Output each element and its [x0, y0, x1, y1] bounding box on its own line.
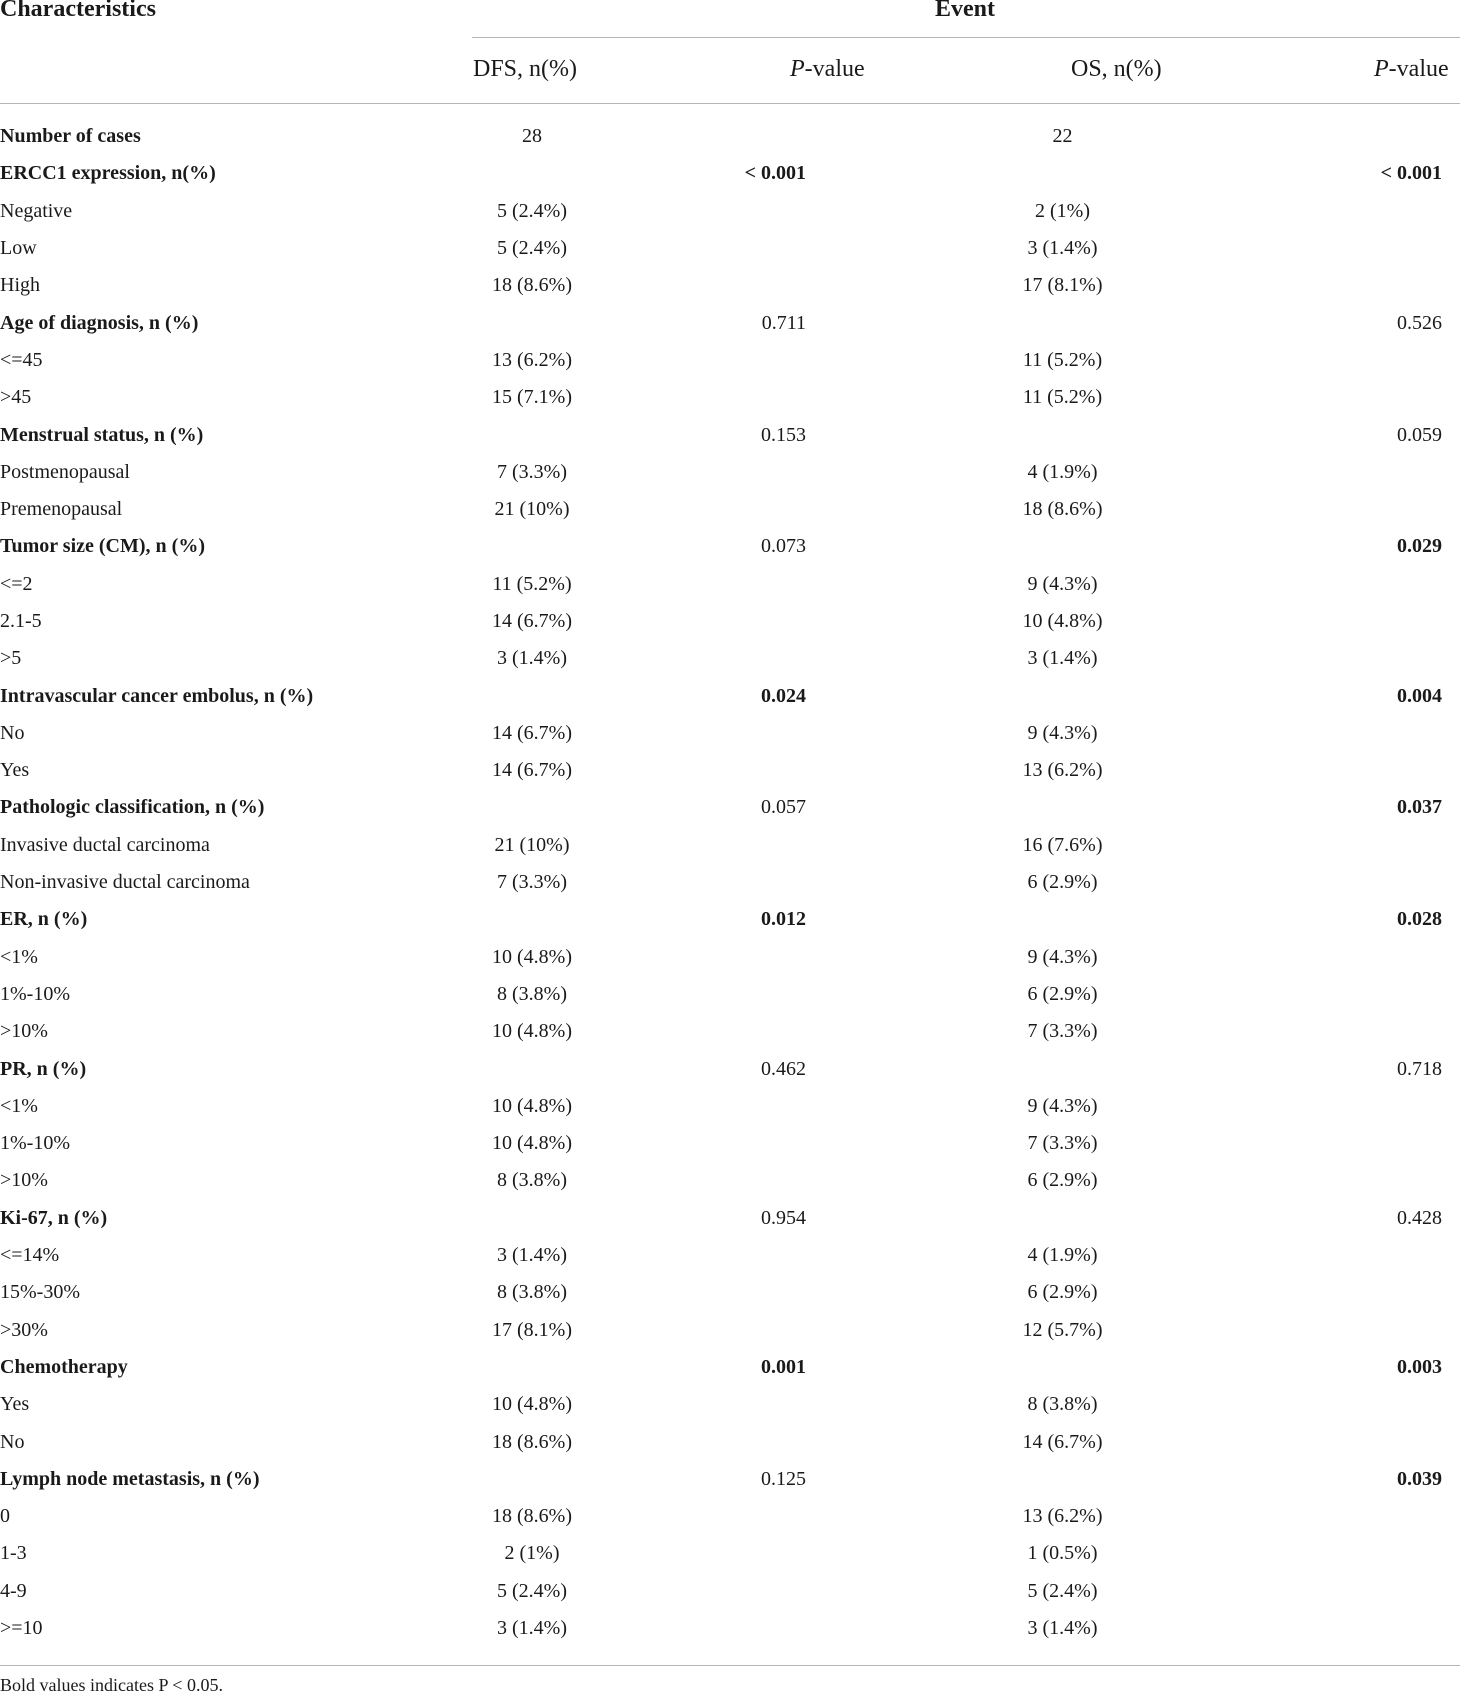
os-pvalue [1189, 1386, 1460, 1423]
table-group-row [0, 304, 1460, 341]
row-label: Low [0, 237, 37, 260]
table-row [0, 379, 1460, 416]
dfs-value [400, 789, 664, 826]
dfs-pvalue [664, 1573, 936, 1610]
os-value [936, 1050, 1189, 1087]
dfs-header: DFS, n(%) [473, 56, 578, 82]
dfs-value: 28 [522, 125, 542, 148]
table-header-row-2 [0, 48, 1460, 88]
dfs-value: 18 (8.6%) [492, 274, 572, 297]
os-value [936, 789, 1189, 826]
row-label: 0 [0, 1505, 10, 1528]
table-header-row-1 [0, 0, 1460, 30]
dfs-pvalue: 0.711 [761, 311, 806, 334]
characteristics-header: Characteristics [0, 0, 156, 22]
event-header: Event [935, 0, 995, 22]
table-row [0, 1237, 1460, 1274]
row-label: >45 [0, 386, 32, 409]
os-value: 5 (2.4%) [1027, 1579, 1098, 1602]
table-row [0, 1125, 1460, 1162]
row-label: ERCC1 expression, n(%) [0, 162, 216, 185]
table-row [0, 1088, 1460, 1125]
dfs-pvalue [664, 640, 936, 677]
os-pvalue: 0.039 [1397, 1467, 1442, 1490]
dfs-value: 7 (3.3%) [497, 460, 567, 483]
dfs-value [400, 1461, 664, 1498]
os-pvalue [1189, 454, 1460, 491]
table-row [0, 827, 1460, 864]
row-label: Menstrual status, n (%) [0, 423, 204, 446]
table-group-row [0, 528, 1460, 565]
footnote: Bold values indicates P < 0.05. [0, 1675, 223, 1695]
os-value: 2 (1%) [1035, 199, 1090, 222]
dfs-value: 21 (10%) [494, 833, 570, 856]
os-value: 6 (2.9%) [1027, 1169, 1098, 1192]
dfs-pvalue [664, 715, 936, 752]
header-rule [0, 103, 1460, 104]
os-value [936, 155, 1189, 192]
dfs-pvalue [664, 603, 936, 640]
os-pvalue [1189, 827, 1460, 864]
bottom-rule [0, 1665, 1460, 1666]
os-value [936, 528, 1189, 565]
dfs-value [400, 677, 664, 714]
dfs-pvalue: 0.125 [761, 1467, 806, 1490]
table-row [0, 1312, 1460, 1349]
dfs-pvalue: 0.057 [761, 796, 806, 819]
os-value: 6 (2.9%) [1027, 871, 1098, 894]
dfs-value [400, 416, 664, 453]
dfs-value: 10 (4.8%) [492, 945, 572, 968]
os-value: 1 (0.5%) [1027, 1542, 1098, 1565]
dfs-value: 7 (3.3%) [497, 871, 567, 894]
os-pvalue: 0.003 [1397, 1355, 1442, 1378]
os-value [936, 1200, 1189, 1237]
os-pvalue: 0.037 [1397, 796, 1442, 819]
row-label: No [0, 721, 25, 744]
os-value: 16 (7.6%) [1022, 833, 1103, 856]
table-row [0, 1013, 1460, 1050]
table-row [0, 752, 1460, 789]
os-value: 6 (2.9%) [1027, 1281, 1098, 1304]
os-pvalue-header [1374, 56, 1449, 83]
dfs-pvalue: 0.001 [761, 1355, 806, 1378]
os-pvalue-header-rest: -value [1388, 56, 1449, 82]
os-value [936, 1461, 1189, 1498]
dfs-value: 10 (4.8%) [492, 1132, 572, 1155]
table-row [0, 1423, 1460, 1460]
row-label: 4-9 [0, 1579, 27, 1602]
os-header: OS, n(%) [1071, 56, 1162, 82]
dfs-pvalue: 0.153 [761, 423, 806, 446]
row-label: >=10 [0, 1617, 43, 1640]
dfs-pvalue [664, 1088, 936, 1125]
row-label: 2.1-5 [0, 610, 42, 632]
dfs-pvalue [664, 1162, 936, 1199]
row-label: Premenopausal [0, 498, 123, 521]
table-row [0, 1573, 1460, 1610]
dfs-pvalue [664, 1312, 936, 1349]
os-pvalue: 0.718 [1397, 1057, 1442, 1080]
os-value: 13 (6.2%) [1022, 759, 1103, 782]
table-row [0, 1610, 1460, 1647]
dfs-pvalue-header-rest: -value [804, 56, 865, 82]
dfs-pvalue [664, 1237, 936, 1274]
dfs-value: 5 (2.4%) [497, 199, 567, 222]
row-label: Negative [0, 199, 73, 222]
table-row [0, 976, 1460, 1013]
os-pvalue: 0.526 [1397, 311, 1442, 334]
table-row [0, 342, 1460, 379]
dfs-pvalue: 0.073 [761, 535, 806, 558]
table-row [0, 603, 1460, 640]
dfs-value [400, 1349, 664, 1386]
table-rows [0, 118, 1460, 1647]
os-value: 9 (4.3%) [1027, 945, 1098, 968]
table-row [0, 230, 1460, 267]
dfs-pvalue [664, 864, 936, 901]
os-pvalue: 0.059 [1397, 423, 1442, 446]
table-row [0, 1498, 1460, 1535]
dfs-value: 11 (5.2%) [492, 572, 572, 595]
row-label: Pathologic classification, n (%) [0, 796, 265, 819]
os-value: 4 (1.9%) [1027, 1244, 1098, 1267]
dfs-pvalue [664, 1274, 936, 1311]
dfs-pvalue [664, 267, 936, 304]
row-label: >30% [0, 1318, 48, 1341]
dfs-pvalue [664, 1610, 936, 1647]
dfs-value [400, 901, 664, 938]
table-row [0, 939, 1460, 976]
os-pvalue [1189, 118, 1460, 155]
table-group-row [0, 1349, 1460, 1386]
os-pvalue [1189, 752, 1460, 789]
row-label: Intravascular cancer embolus, n (%) [0, 684, 314, 707]
table-row [0, 566, 1460, 603]
row-label: Invasive ductal carcinoma [0, 833, 210, 856]
os-value [936, 677, 1189, 714]
table-body [0, 118, 1460, 1647]
table-row [0, 193, 1460, 230]
dfs-value: 3 (1.4%) [497, 647, 567, 670]
table-group-row [0, 789, 1460, 826]
os-pvalue [1189, 1498, 1460, 1535]
row-label: Lymph node metastasis, n (%) [0, 1467, 260, 1490]
os-pvalue [1189, 715, 1460, 752]
os-pvalue [1189, 1274, 1460, 1311]
row-label: PR, n (%) [0, 1057, 87, 1080]
row-label: Yes [0, 1393, 30, 1416]
dfs-pvalue [664, 566, 936, 603]
row-label: Non-invasive ductal carcinoma [0, 871, 250, 894]
dfs-pvalue [664, 491, 936, 528]
os-pvalue [1189, 1088, 1460, 1125]
dfs-value: 2 (1%) [504, 1542, 560, 1565]
os-value: 6 (2.9%) [1027, 982, 1098, 1005]
os-pvalue [1189, 603, 1460, 640]
table-group-row [0, 118, 1460, 155]
row-label: 15%-30% [0, 1281, 80, 1304]
row-label: Tumor size (CM), n (%) [0, 535, 205, 558]
os-pvalue [1189, 230, 1460, 267]
table-row [0, 715, 1460, 752]
row-label: 1-3 [0, 1542, 27, 1565]
os-pvalue: 0.028 [1397, 908, 1442, 931]
os-value: 3 (1.4%) [1027, 237, 1098, 260]
dfs-pvalue [664, 1125, 936, 1162]
dfs-value: 14 (6.7%) [492, 759, 572, 782]
row-label: 1%-10% [0, 982, 70, 1005]
dfs-value: 8 (3.8%) [497, 982, 567, 1005]
os-pvalue: 0.004 [1397, 684, 1442, 707]
dfs-value: 10 (4.8%) [492, 1094, 572, 1117]
dfs-pvalue [664, 379, 936, 416]
os-pvalue [1189, 566, 1460, 603]
dfs-value: 14 (6.7%) [492, 721, 572, 744]
dfs-pvalue [664, 230, 936, 267]
dfs-value: 3 (1.4%) [497, 1617, 567, 1640]
row-label: >10% [0, 1169, 48, 1192]
table-row [0, 1274, 1460, 1311]
table-group-row [0, 677, 1460, 714]
dfs-value: 21 (10%) [494, 498, 570, 521]
table-row [0, 1162, 1460, 1199]
os-pvalue [1189, 1125, 1460, 1162]
row-label: <=2 [0, 572, 33, 595]
os-pvalue: < 0.001 [1380, 162, 1442, 185]
table-group-row [0, 901, 1460, 938]
os-pvalue: 0.428 [1397, 1206, 1442, 1229]
row-label: Age of diagnosis, n (%) [0, 311, 199, 334]
os-value: 4 (1.9%) [1027, 460, 1098, 483]
os-pvalue [1189, 1610, 1460, 1647]
os-pvalue: 0.029 [1397, 535, 1442, 558]
dfs-value: 8 (3.8%) [497, 1281, 567, 1304]
dfs-pvalue: < 0.001 [744, 162, 806, 185]
os-value: 8 (3.8%) [1027, 1393, 1098, 1416]
dfs-value: 3 (1.4%) [497, 1244, 567, 1267]
table-group-row [0, 155, 1460, 192]
os-pvalue-header-p: P [1374, 56, 1389, 82]
os-pvalue [1189, 1535, 1460, 1572]
os-value: 12 (5.7%) [1022, 1318, 1103, 1341]
dfs-pvalue [664, 1535, 936, 1572]
dfs-value: 17 (8.1%) [492, 1318, 572, 1341]
os-pvalue [1189, 379, 1460, 416]
os-value: 22 [1052, 125, 1073, 148]
dfs-value: 8 (3.8%) [497, 1169, 567, 1192]
dfs-pvalue [664, 1386, 936, 1423]
row-label: Yes [0, 759, 30, 782]
os-value [936, 1349, 1189, 1386]
os-pvalue [1189, 1423, 1460, 1460]
dfs-value: 10 (4.8%) [492, 1393, 572, 1416]
os-pvalue [1189, 864, 1460, 901]
dfs-pvalue: 0.024 [761, 684, 806, 707]
os-pvalue [1189, 267, 1460, 304]
os-pvalue [1189, 1013, 1460, 1050]
os-pvalue [1189, 193, 1460, 230]
os-value: 7 (3.3%) [1027, 1132, 1098, 1155]
os-value: 14 (6.7%) [1022, 1430, 1103, 1453]
os-value [936, 901, 1189, 938]
os-value: 18 (8.6%) [1022, 498, 1103, 521]
os-value: 11 (5.2%) [1022, 386, 1103, 409]
os-value: 9 (4.3%) [1027, 1094, 1098, 1117]
table-group-row [0, 1200, 1460, 1237]
table-row [0, 1386, 1460, 1423]
dfs-value [400, 304, 664, 341]
table-row [0, 640, 1460, 677]
os-pvalue [1189, 640, 1460, 677]
table-row [0, 864, 1460, 901]
table-row [0, 454, 1460, 491]
os-value: 11 (5.2%) [1022, 348, 1103, 371]
row-label: Number of cases [0, 125, 141, 148]
event-underline [472, 37, 1460, 38]
dfs-pvalue [664, 1498, 936, 1535]
os-value: 3 (1.4%) [1027, 1617, 1098, 1640]
os-value: 17 (8.1%) [1022, 274, 1103, 297]
dfs-pvalue [664, 1013, 936, 1050]
row-label: <1% [0, 945, 38, 968]
os-pvalue [1189, 1237, 1460, 1274]
dfs-value: 5 (2.4%) [497, 1579, 567, 1602]
dfs-value: 18 (8.6%) [492, 1430, 572, 1453]
row-label: Ki-67, n (%) [0, 1206, 108, 1229]
row-label: <1% [0, 1094, 38, 1117]
os-pvalue [1189, 939, 1460, 976]
os-pvalue [1189, 1312, 1460, 1349]
row-label: <=45 [0, 348, 43, 371]
table-group-row [0, 1050, 1460, 1087]
row-label: No [0, 1430, 25, 1453]
os-value: 7 (3.3%) [1027, 1020, 1098, 1043]
row-label: >10% [0, 1020, 48, 1043]
dfs-value: 15 (7.1%) [492, 386, 572, 409]
dfs-value: 10 (4.8%) [492, 1020, 572, 1043]
dfs-value [400, 1050, 664, 1087]
row-label: <=14% [0, 1244, 60, 1267]
dfs-pvalue [664, 454, 936, 491]
table-row [0, 267, 1460, 304]
os-value: 13 (6.2%) [1022, 1505, 1103, 1528]
dfs-value: 13 (6.2%) [492, 348, 572, 371]
table-group-row [0, 416, 1460, 453]
row-label: Postmenopausal [0, 460, 130, 483]
row-label: Chemotherapy [0, 1355, 128, 1378]
os-value: 9 (4.3%) [1027, 572, 1098, 595]
row-label: 1%-10% [0, 1132, 70, 1155]
os-pvalue [1189, 976, 1460, 1013]
dfs-pvalue [664, 827, 936, 864]
table-row [0, 1535, 1460, 1572]
os-value: 3 (1.4%) [1027, 647, 1098, 670]
dfs-pvalue: 0.012 [761, 908, 806, 931]
dfs-pvalue [664, 939, 936, 976]
table-group-row [0, 1461, 1460, 1498]
dfs-value: 5 (2.4%) [497, 237, 567, 260]
dfs-value: 14 (6.7%) [492, 610, 572, 632]
dfs-value [400, 155, 664, 192]
os-value: 9 (4.3%) [1027, 721, 1098, 744]
dfs-pvalue-header-p: P [790, 56, 805, 82]
os-value [936, 304, 1189, 341]
dfs-value [400, 1200, 664, 1237]
dfs-pvalue [664, 752, 936, 789]
os-pvalue [1189, 1162, 1460, 1199]
os-pvalue [1189, 491, 1460, 528]
dfs-value: 18 (8.6%) [492, 1505, 572, 1528]
os-value [936, 416, 1189, 453]
dfs-pvalue: 0.954 [761, 1206, 806, 1229]
dfs-pvalue [664, 1423, 936, 1460]
row-label: High [0, 274, 40, 297]
os-value: 10 (4.8%) [1022, 610, 1103, 632]
dfs-pvalue [664, 342, 936, 379]
row-label: >5 [0, 647, 22, 670]
row-label: ER, n (%) [0, 908, 88, 931]
os-pvalue [1189, 342, 1460, 379]
dfs-pvalue [664, 976, 936, 1013]
os-pvalue [1189, 1573, 1460, 1610]
dfs-value [400, 528, 664, 565]
dfs-pvalue: 0.462 [761, 1057, 806, 1080]
dfs-pvalue [664, 118, 936, 155]
dfs-pvalue [664, 193, 936, 230]
dfs-pvalue-header [790, 56, 865, 83]
table-row [0, 491, 1460, 528]
